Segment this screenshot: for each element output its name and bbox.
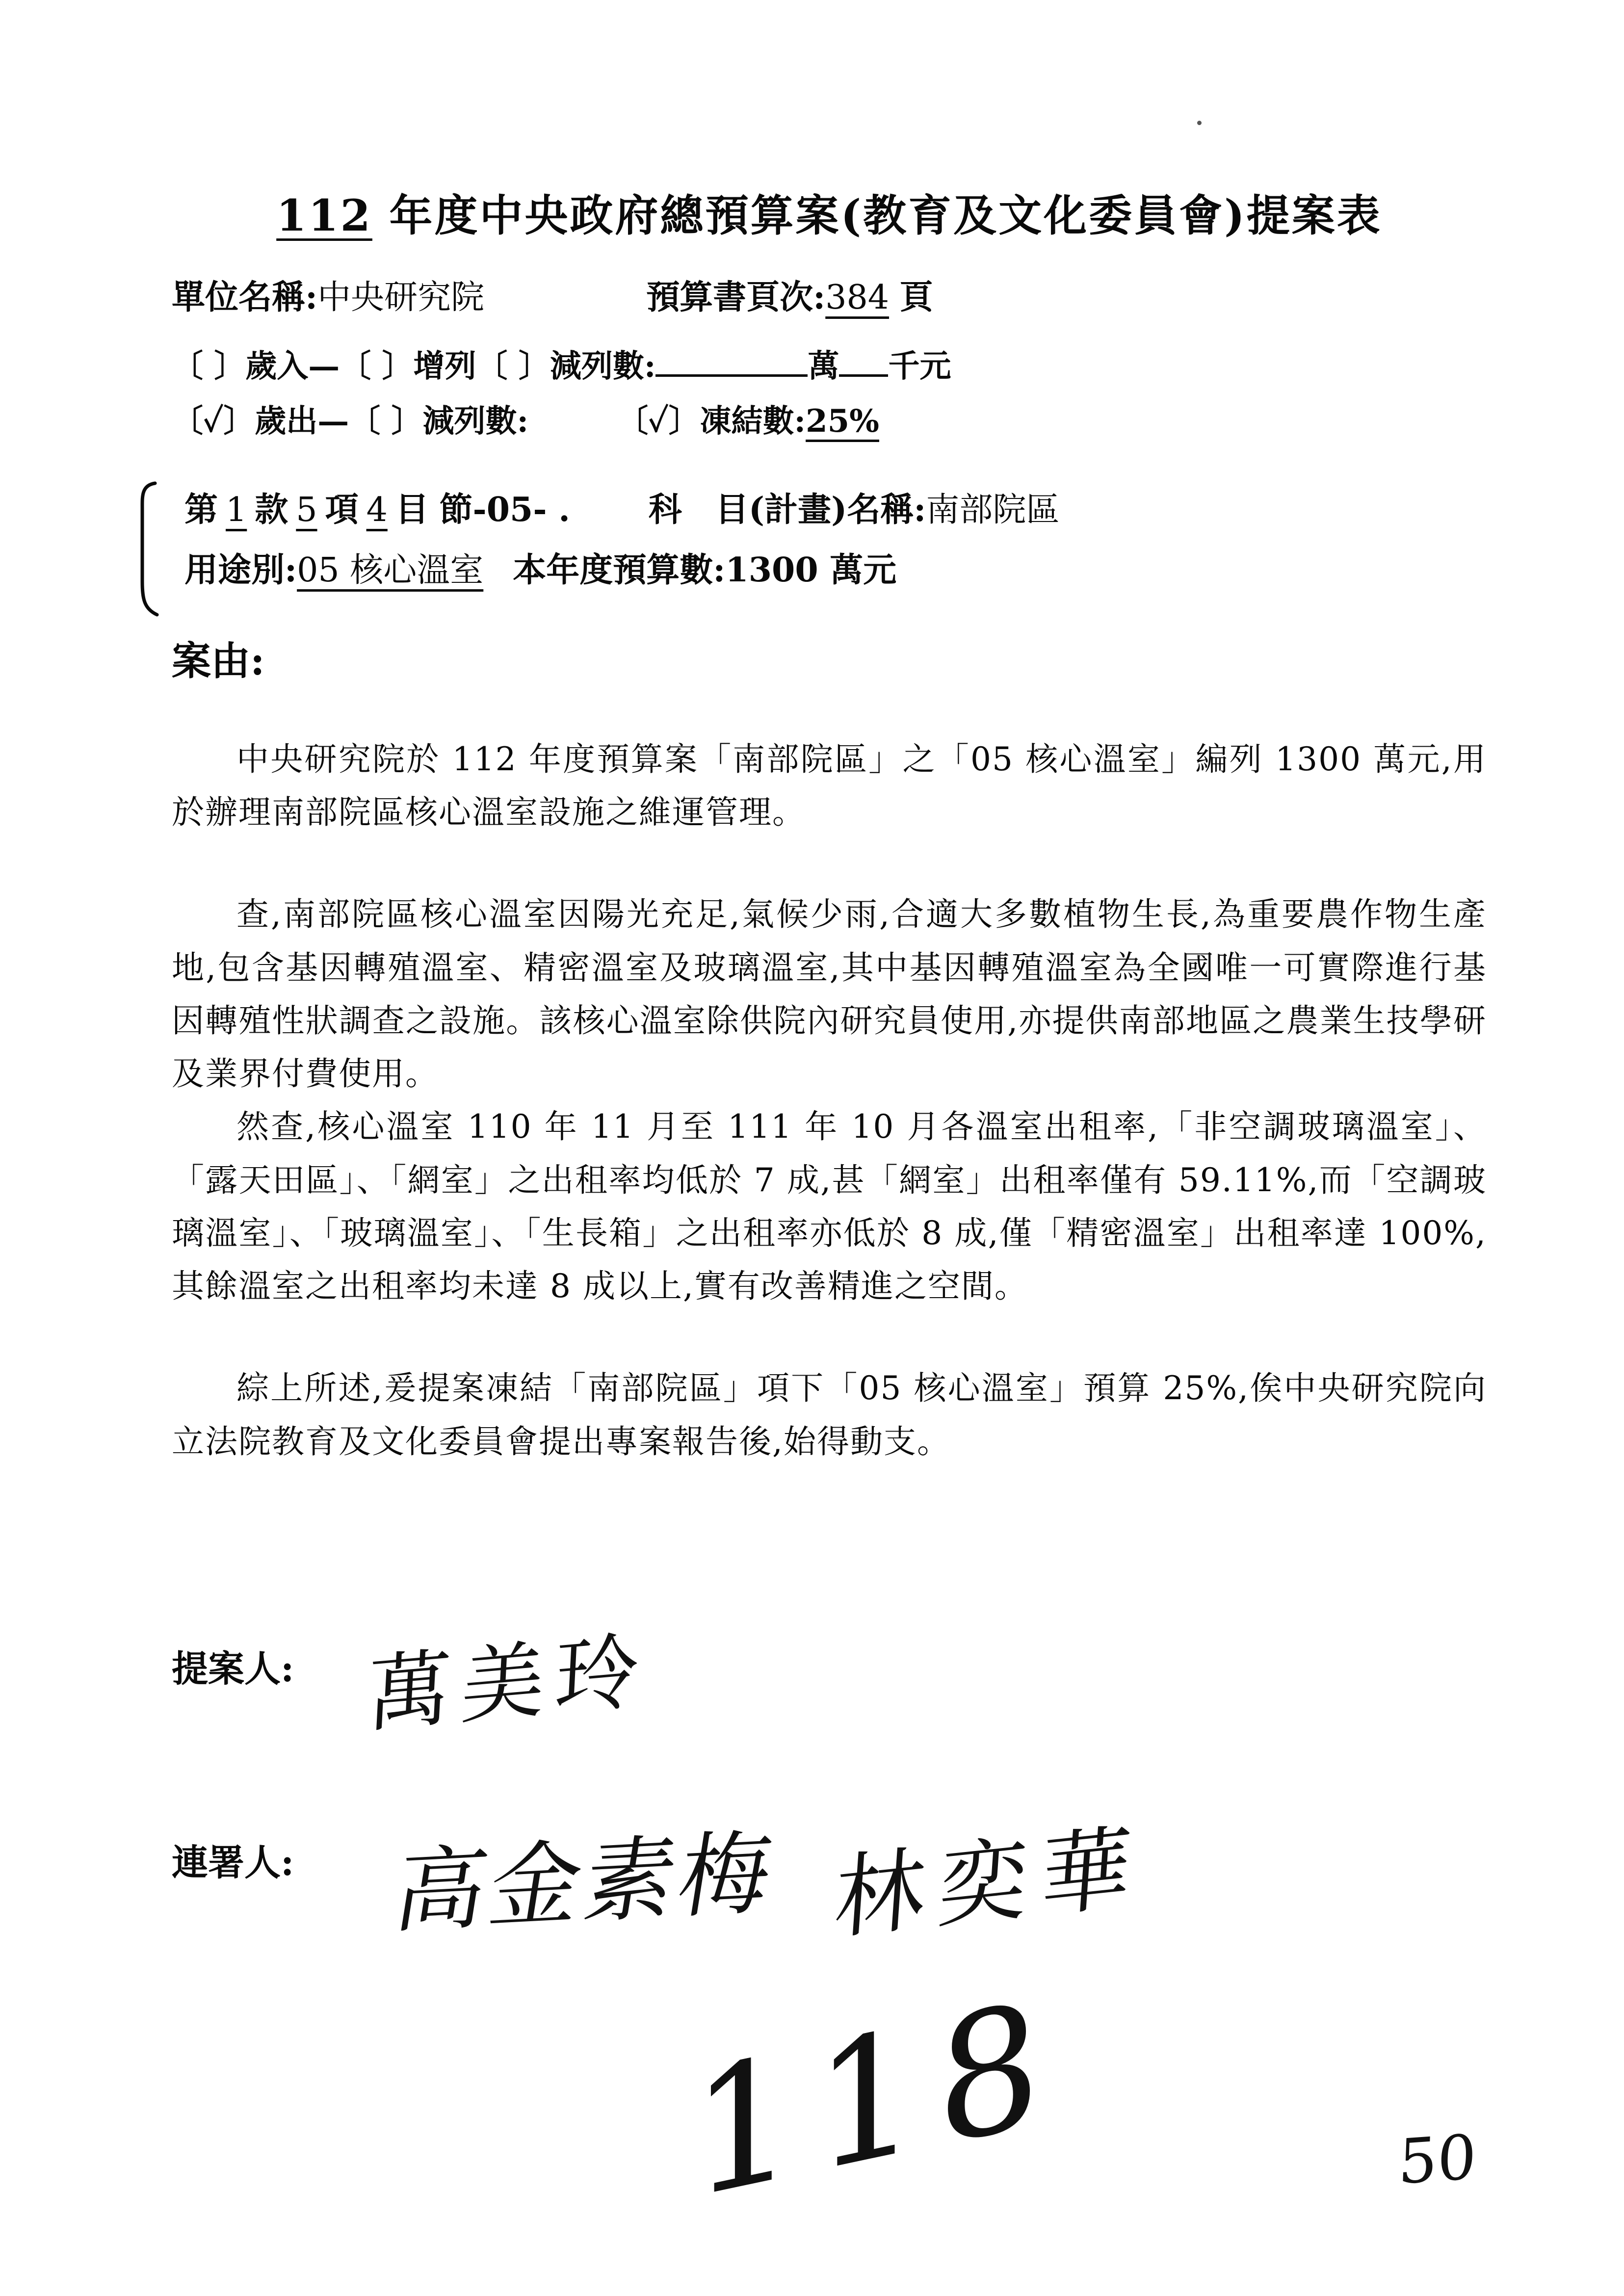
- usage-label: 用途別:: [184, 550, 297, 590]
- expenditure-checkbox-row: [172, 396, 1487, 441]
- case-label: 案由:: [172, 638, 265, 684]
- document-title: [172, 182, 1487, 243]
- clause-kuan-number: 1: [226, 491, 247, 529]
- scan-speck: [1197, 121, 1202, 125]
- unit-qianyuan: 千元: [888, 348, 951, 385]
- case-paragraph-4: 綜上所述,爰提案凍結「南部院區」項下「05 核心溫室」預算 25%,俟中央研究院向立法院教育及文化委員會提出專案報告後,始得動支。: [172, 1369, 1487, 1461]
- page-ref-value: 384: [825, 278, 890, 317]
- cosigner-label: 連署人:: [172, 1841, 294, 1884]
- cosigner-signature-1: 高金素梅: [388, 1819, 783, 1946]
- clause-node: 節-05- .: [439, 490, 570, 529]
- proposer-row: [172, 1616, 1487, 1745]
- clause-jie-label: 目: [395, 490, 429, 529]
- blank-amount-line: [655, 348, 808, 377]
- case-paragraph-3: 然查,核心溫室 110 年 11 月至 111 年 10 月各溫室出租率,「非空調玻璃溫室」、「露天田區」、「網室」之出租率均低於 7 成,甚「網室」出租率僅有 59.11%,而「空調玻璃溫室」、「玻璃溫室」、「生長箱」之出租率亦低於 8 成,僅「精密溫室」出租率達 100%,其餘溫室之出租率均未達 8 成以上,實有改善精進之空間。: [172, 1108, 1487, 1305]
- subject-value: 南部院區: [926, 491, 1060, 529]
- unit-value: 中央研究院: [317, 278, 485, 317]
- proposer-signature: 萬美玲: [365, 1622, 652, 1745]
- corner-page-number: 50: [1397, 2121, 1478, 2198]
- clause-mu-label: 項: [325, 490, 359, 529]
- page-ref-unit: 頁: [899, 278, 933, 317]
- blank-thousand-line: [839, 348, 888, 377]
- revenue-row-text: 〔 〕歲入—〔 〕增列〔 〕減列數:: [172, 348, 656, 385]
- expenditure-row-text: 〔✓〕歲出—〔 〕減列數:: [172, 403, 529, 440]
- revenue-checkbox-row: [172, 341, 1487, 386]
- title-year: 112: [276, 190, 372, 241]
- unit-row: [172, 271, 1487, 318]
- handwritten-page-number: 118: [691, 1960, 1060, 2238]
- case-paragraph-1: 中央研究院於 112 年度預算案「南部院區」之「05 核心溫室」編列 1300 萬元,用於辦理南部院區核心溫室設施之維運管理。: [172, 740, 1487, 832]
- clause-block: [172, 483, 1487, 591]
- unit-wan: 萬: [808, 348, 839, 385]
- subject-label: 科 目(計畫)名稱:: [648, 490, 926, 529]
- usage-value: 05 核心溫室: [297, 551, 484, 590]
- left-bracket-mark: [133, 480, 161, 618]
- cosigner-signature-2: 林奕華: [831, 1812, 1148, 1953]
- clause-row: [184, 483, 1487, 531]
- case-paragraph-2: 查,南部院區核心溫室因陽光充足,氣候少雨,合適大多數植物生長,為重要農作物生產地,包含基因轉殖溫室、精密溫室及玻璃溫室,其中基因轉殖溫室為全國唯一可實際進行基因轉殖性狀調查之設施。該核心溫室除供院內研究員使用,亦提供南部地區之農業生技學研及業界付費使用。: [172, 895, 1487, 1093]
- clause-xiang-number: 5: [296, 491, 317, 529]
- freeze-label: 〔✓〕凍結數:: [617, 403, 806, 440]
- cosigner-row: [172, 1809, 1487, 1953]
- budget-label: 本年度預算數:: [513, 550, 726, 590]
- usage-row: [184, 544, 1487, 591]
- page-ref-label: 預算書頁次:: [646, 278, 826, 317]
- budget-value: 1300 萬元: [725, 550, 897, 590]
- title-text: 年度中央政府總預算案(教育及文化委員會)提案表: [372, 190, 1382, 241]
- clause-xiang-label: 款: [255, 490, 288, 529]
- proposer-label: 提案人:: [172, 1647, 294, 1690]
- clause-kuan-label: 第: [184, 490, 218, 529]
- unit-label: 單位名稱:: [172, 278, 318, 317]
- clause-mu-number: 4: [366, 491, 388, 529]
- freeze-value: 25%: [806, 403, 879, 440]
